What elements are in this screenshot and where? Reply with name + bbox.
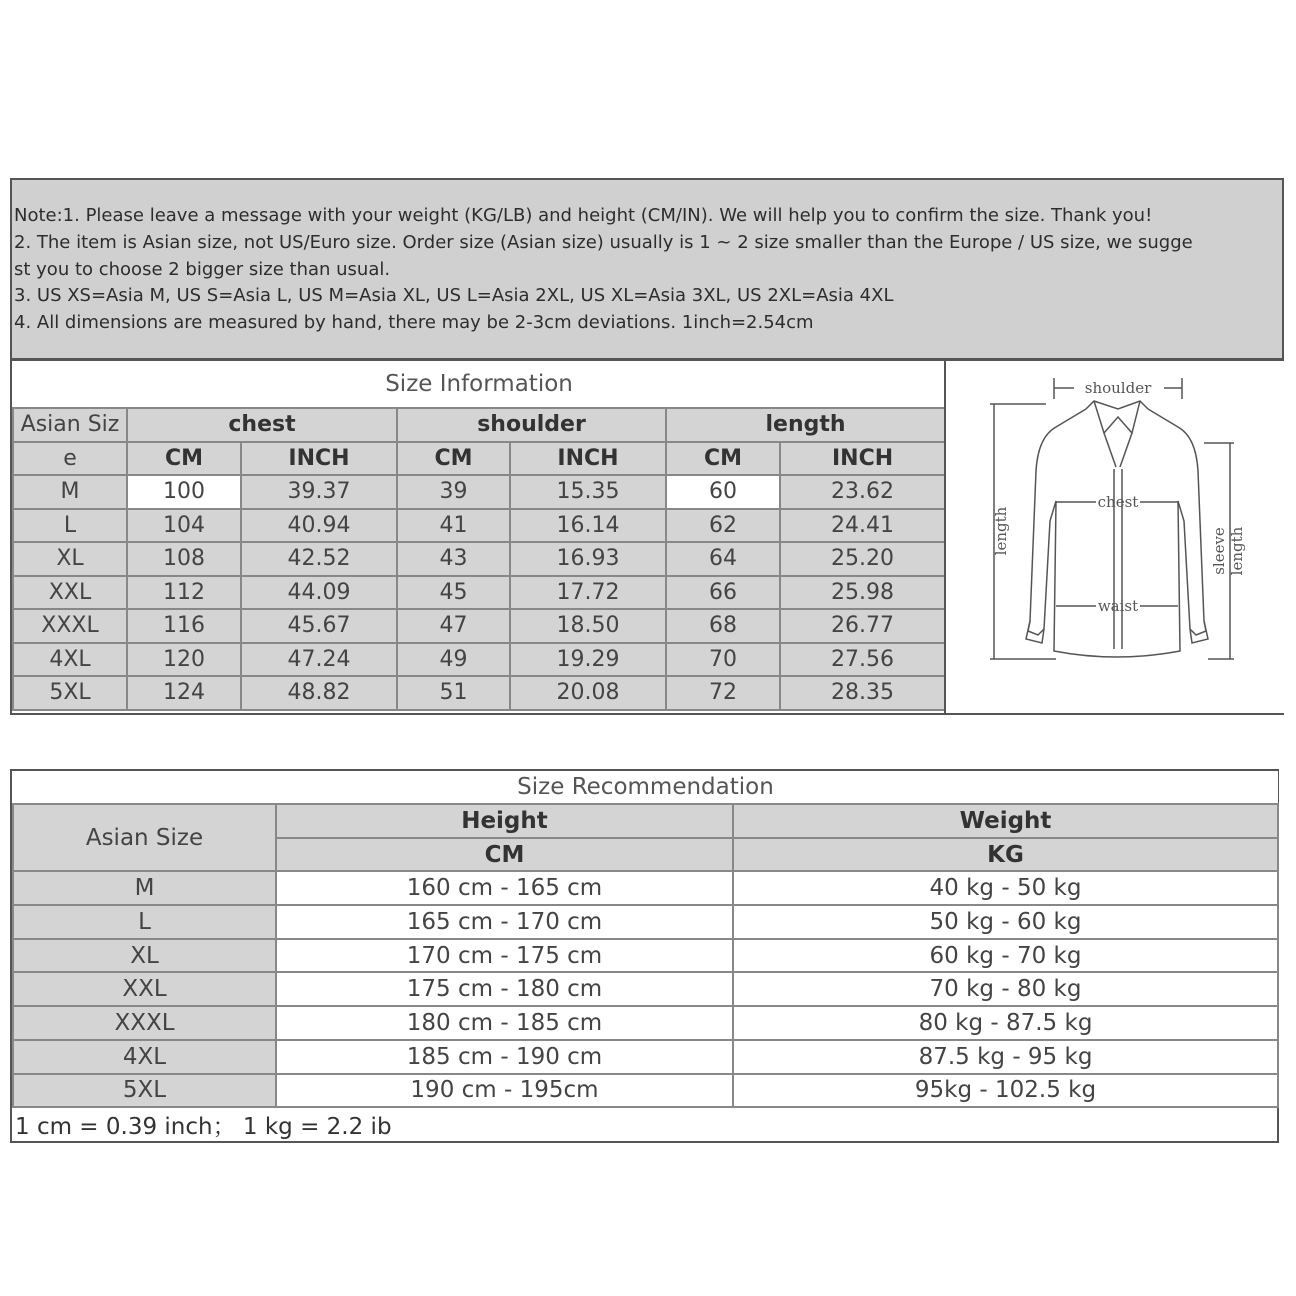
shoulder-cm-cell: 39 <box>397 475 510 509</box>
length-cm-cell: 60 <box>666 475 780 509</box>
chest-header: chest <box>127 408 397 442</box>
length-cm-cell: 64 <box>666 542 780 576</box>
weight-cell: 87.5 kg - 95 kg <box>733 1040 1278 1074</box>
height-cell: 185 cm - 190 cm <box>276 1040 733 1074</box>
weight-cell: 40 kg - 50 kg <box>733 871 1278 905</box>
size-cell: XXL <box>13 576 127 610</box>
size-cell: M <box>13 475 127 509</box>
shoulder-cm-cell: 41 <box>397 509 510 543</box>
shoulder-header: shoulder <box>397 408 666 442</box>
unit-header: CM <box>127 442 241 476</box>
weight-cell: 70 kg - 80 kg <box>733 972 1278 1006</box>
unit-header: INCH <box>241 442 397 476</box>
height-cell: 165 cm - 170 cm <box>276 905 733 939</box>
chest-cm-cell: 108 <box>127 542 241 576</box>
chest-inch-cell: 42.52 <box>241 542 397 576</box>
size-recommendation-section <box>10 769 1279 1143</box>
shoulder-inch-cell: 17.72 <box>510 576 666 610</box>
asian-size-header: Asian Size <box>13 804 276 871</box>
weight-cell: 80 kg - 87.5 kg <box>733 1006 1278 1040</box>
size-cell: 5XL <box>13 1074 276 1108</box>
table-row <box>13 475 945 509</box>
note-line-3: st you to choose 2 bigger size than usual. <box>14 258 391 280</box>
shoulder-label: shoulder <box>1084 379 1152 397</box>
table-row <box>13 609 945 643</box>
shoulder-inch-cell: 16.93 <box>510 542 666 576</box>
table-row <box>13 676 945 710</box>
height-unit: CM <box>276 838 733 872</box>
chest-inch-cell: 45.67 <box>241 609 397 643</box>
table-row <box>13 542 945 576</box>
unit-header: INCH <box>780 442 945 476</box>
size-cell: XL <box>13 542 127 576</box>
height-header: Height <box>276 804 733 838</box>
shoulder-inch-cell: 20.08 <box>510 676 666 710</box>
size-cell: L <box>13 509 127 543</box>
note-line-4: 3. US XS=Asia M, US S=Asia L, US M=Asia XL, US L=Asia 2XL, US XL=Asia 3XL, US 2XL=Asia 4XL <box>14 285 894 307</box>
chest-label: chest <box>1097 493 1139 511</box>
chest-cm-cell: 120 <box>127 643 241 677</box>
shoulder-cm-cell: 43 <box>397 542 510 576</box>
size-information-title: Size Information <box>13 361 945 408</box>
size-information-section <box>10 359 1284 715</box>
note-line-1: Note:1. Please leave a message with your weight (KG/LB) and height (CM/IN). We will help you to confirm the size. Thank you! <box>14 205 1153 226</box>
table-row <box>13 576 945 610</box>
note-box <box>10 178 1284 360</box>
size-cell: M <box>13 871 276 905</box>
table-row <box>13 1006 1278 1040</box>
size-recommendation-table <box>12 771 1279 1141</box>
shoulder-inch-cell: 16.14 <box>510 509 666 543</box>
table-row <box>13 1040 1278 1074</box>
weight-cell: 95kg - 102.5 kg <box>733 1074 1278 1108</box>
length-cm-cell: 70 <box>666 643 780 677</box>
unit-header: INCH <box>510 442 666 476</box>
shirt-measurement-diagram <box>944 361 1284 713</box>
shoulder-inch-cell: 15.35 <box>510 475 666 509</box>
waist-label: waist <box>1097 597 1139 615</box>
length-inch-cell: 28.35 <box>780 676 945 710</box>
table-row <box>13 939 1278 973</box>
conversion-footer: 1 cm = 0.39 inch； 1 kg = 2.2 ib <box>13 1107 1278 1141</box>
chest-inch-cell: 47.24 <box>241 643 397 677</box>
chest-cm-cell: 104 <box>127 509 241 543</box>
height-cell: 175 cm - 180 cm <box>276 972 733 1006</box>
size-cell: XXXL <box>13 1006 276 1040</box>
length-inch-cell: 25.20 <box>780 542 945 576</box>
sleeve-label: sleeve <box>1210 527 1228 575</box>
height-cell: 170 cm - 175 cm <box>276 939 733 973</box>
size-cell: XXL <box>13 972 276 1006</box>
chest-inch-cell: 40.94 <box>241 509 397 543</box>
chest-inch-cell: 39.37 <box>241 475 397 509</box>
length-inch-cell: 26.77 <box>780 609 945 643</box>
length-label: length <box>992 506 1010 556</box>
sleeve-length-label: length <box>1228 526 1246 576</box>
shoulder-cm-cell: 49 <box>397 643 510 677</box>
weight-header: Weight <box>733 804 1278 838</box>
chest-inch-cell: 48.82 <box>241 676 397 710</box>
length-cm-cell: 68 <box>666 609 780 643</box>
size-cell: XXXL <box>13 609 127 643</box>
height-cell: 160 cm - 165 cm <box>276 871 733 905</box>
shoulder-cm-cell: 45 <box>397 576 510 610</box>
size-header-bottom: e <box>13 442 127 476</box>
note-line-2: 2. The item is Asian size, not US/Euro size. Order size (Asian size) usually is 1 ~ 2 size smaller than the Europe / US size, we sugge <box>14 231 1193 253</box>
unit-header: CM <box>666 442 780 476</box>
size-cell: 5XL <box>13 676 127 710</box>
chest-cm-cell: 116 <box>127 609 241 643</box>
shoulder-cm-cell: 47 <box>397 609 510 643</box>
chest-cm-cell: 112 <box>127 576 241 610</box>
size-recommendation-title: Size Recommendation <box>13 771 1278 804</box>
chest-cm-cell: 100 <box>127 475 241 509</box>
weight-cell: 60 kg - 70 kg <box>733 939 1278 973</box>
height-cell: 180 cm - 185 cm <box>276 1006 733 1040</box>
weight-cell: 50 kg - 60 kg <box>733 905 1278 939</box>
length-inch-cell: 25.98 <box>780 576 945 610</box>
weight-unit: KG <box>733 838 1278 872</box>
size-cell: 4XL <box>13 643 127 677</box>
size-cell: XL <box>13 939 276 973</box>
length-inch-cell: 27.56 <box>780 643 945 677</box>
size-cell: L <box>13 905 276 939</box>
table-row <box>13 871 1278 905</box>
length-cm-cell: 66 <box>666 576 780 610</box>
table-row <box>13 509 945 543</box>
shoulder-inch-cell: 19.29 <box>510 643 666 677</box>
shoulder-inch-cell: 18.50 <box>510 609 666 643</box>
table-row <box>13 1074 1278 1108</box>
length-inch-cell: 24.41 <box>780 509 945 543</box>
length-header: length <box>666 408 945 442</box>
note-line-5: 4. All dimensions are measured by hand, there may be 2-3cm deviations. 1inch=2.54cm <box>14 312 814 334</box>
shoulder-cm-cell: 51 <box>397 676 510 710</box>
shirt-diagram-svg <box>946 361 1284 713</box>
chest-inch-cell: 44.09 <box>241 576 397 610</box>
table-row <box>13 905 1278 939</box>
length-cm-cell: 62 <box>666 509 780 543</box>
table-row <box>13 972 1278 1006</box>
length-cm-cell: 72 <box>666 676 780 710</box>
length-inch-cell: 23.62 <box>780 475 945 509</box>
size-header-top: Asian Siz <box>13 408 127 442</box>
chest-cm-cell: 124 <box>127 676 241 710</box>
size-cell: 4XL <box>13 1040 276 1074</box>
table-row <box>13 643 945 677</box>
unit-header: CM <box>397 442 510 476</box>
height-cell: 190 cm - 195cm <box>276 1074 733 1108</box>
size-information-table <box>12 361 946 711</box>
